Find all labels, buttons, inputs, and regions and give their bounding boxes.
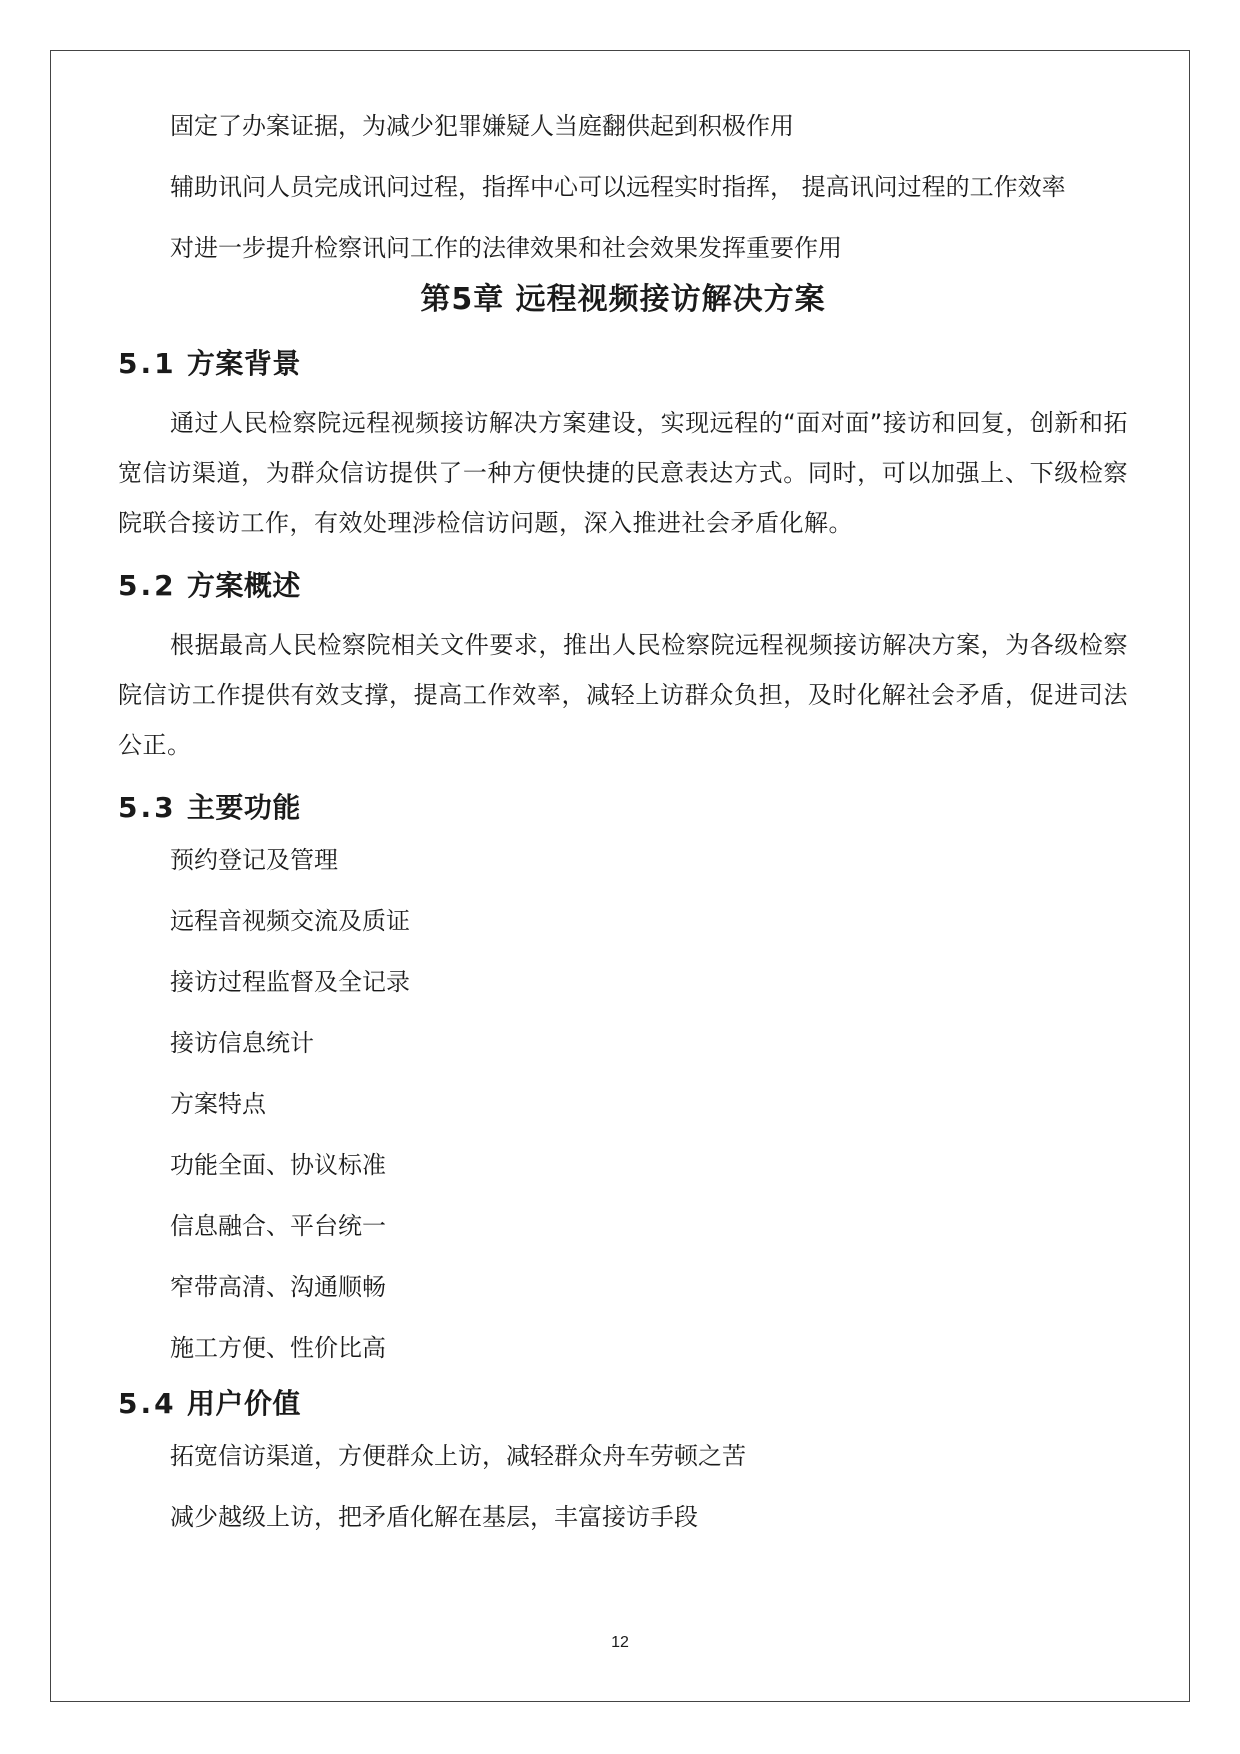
- list-item: 拓宽信访渠道，方便群众上访，减轻群众舟车劳顿之苦: [170, 1442, 746, 1470]
- section-title: 方案概述: [186, 569, 301, 602]
- list-item: 减少越级上访，把矛盾化解在基层，丰富接访手段: [170, 1503, 698, 1531]
- section-number: 5.4: [118, 1387, 177, 1420]
- section-title: 用户价值: [186, 1387, 301, 1420]
- list-item: 接访信息统计: [170, 1029, 314, 1057]
- list-item: 方案特点: [170, 1090, 266, 1118]
- intro-line: 对进一步提升检察讯问工作的法律效果和社会效果发挥重要作用: [170, 234, 842, 262]
- section-number: 5.1: [118, 347, 177, 380]
- list-item: 窄带高清、沟通顺畅: [170, 1273, 386, 1301]
- section-title: 主要功能: [186, 791, 301, 824]
- section-paragraph-5-2: 根据最高人民检察院相关文件要求，推出人民检察院远程视频接访解决方案，为各级检察院信访工作提供有效支撑，提高工作效率，减轻上访群众负担，及时化解社会矛盾，促进司法公正。: [118, 631, 1128, 759]
- section-heading-5-1: [118, 344, 1128, 384]
- section-number: 5.3: [118, 791, 177, 824]
- section-heading-5-2: [118, 566, 1128, 606]
- section-title: 方案背景: [186, 347, 301, 380]
- function-list: [118, 842, 1128, 1366]
- list-item: 接访过程监督及全记录: [170, 968, 410, 996]
- section-paragraph-5-1: 通过人民检察院远程视频接访解决方案建设，实现远程的“面对面”接访和回复，创新和拓宽信访渠道，为群众信访提供了一种方便快捷的民意表达方式。同时，可以加强上、下级检察院联合接访工作，有效处理涉检信访问题，深入推进社会矛盾化解。: [118, 409, 1128, 537]
- list-item: 远程音视频交流及质证: [170, 907, 410, 935]
- list-item: 施工方便、性价比高: [170, 1334, 386, 1362]
- page-number: 12: [611, 1634, 629, 1651]
- section-heading-5-3: [118, 788, 1128, 828]
- chapter-title: 第5章 远程视频接访解决方案: [420, 282, 826, 317]
- intro-line: 固定了办案证据，为减少犯罪嫌疑人当庭翻供起到积极作用: [170, 112, 794, 140]
- document-body: [118, 108, 1128, 1560]
- section-heading-5-4: [118, 1384, 1128, 1424]
- user-value-list: [118, 1438, 1128, 1535]
- intro-list: [118, 108, 1128, 266]
- list-item: 预约登记及管理: [170, 846, 338, 874]
- intro-line: 辅助讯问人员完成讯问过程，指挥中心可以远程实时指挥， 提高讯问过程的工作效率: [170, 173, 1066, 201]
- list-item: 信息融合、平台统一: [170, 1212, 386, 1240]
- section-number: 5.2: [118, 569, 177, 602]
- list-item: 功能全面、协议标准: [170, 1151, 386, 1179]
